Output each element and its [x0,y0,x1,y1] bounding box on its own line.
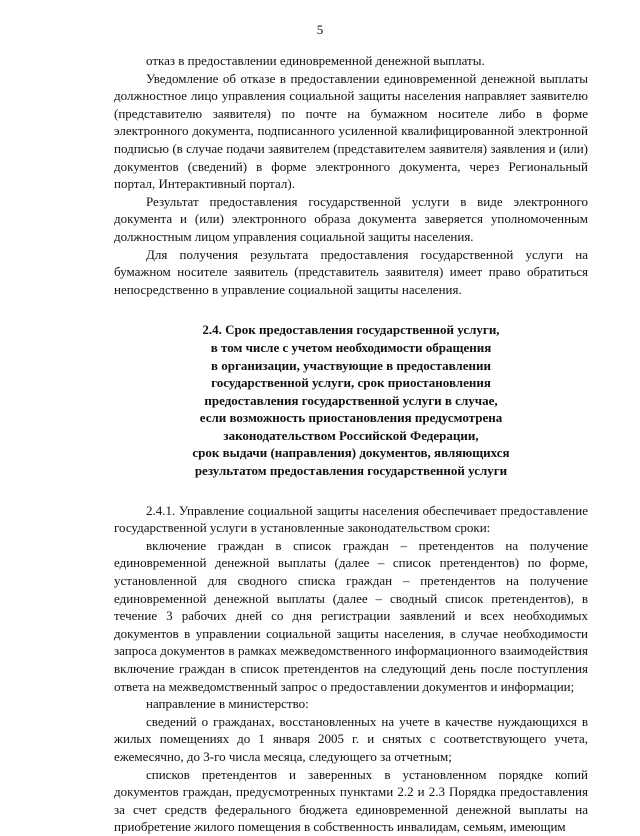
paragraph: включение граждан в список граждан – претендентов на получение единовременной денежной выплаты (далее – список претендентов) по форме, установленной для сводного списка граждан – претендентов на получение единовременной денежной выплаты (далее – сводный список претендентов), в течение 3 рабочих дней со дня регистрации заявлений и всех необходимых документов в управлении социальной защиты населения, в случае необходимости запроса документов в рамках межведомственного информационного взаимодействия включение граждан в список претендентов на следующий день после поступления ответа на межведомственный запрос о предоставлении документов и информации; [114,537,588,694]
section-heading-line: законодательством Российской Федерации, [223,427,479,443]
paragraph: сведений о гражданах, восстановленных на учете в качестве нуждающихся в жилых помещениях до 1 января 2005 г. и снятых с соответствующего учета, ежемесячно, до 3-го числа месяца, следующего за отчетным; [114,713,588,764]
page-number: 5 [316,22,324,37]
section-heading-line: предоставления государственной услуги в случае, [204,392,498,408]
section-heading-line: результатом предоставления государственной услуги [194,463,508,479]
paragraph: списков претендентов и заверенных в установленном порядке копий документов граждан, предусмотренных пунктами 2.2 и 2.3 Порядка предоставления за счет средств федерального бюджета единовременной денежной выплаты на приобретение жилого помещения в собственность инвалидам, семьям, имеющим [114,766,588,835]
section-heading-line: в организации, участвующие в предоставлении [211,357,491,373]
section-heading [114,321,588,479]
paragraph: направление в министерство: [146,696,309,712]
section-heading-line: 2.4. Срок предоставления государственной услуги, [202,322,500,338]
paragraph: Для получения результата предоставления государственной услуги на бумажном носителе заявитель (представитель заявителя) имеет право обратиться непосредственно в управление социальной защиты населения. [114,246,588,297]
paragraphs-before-heading [114,52,588,298]
paragraph: Уведомление об отказе в предоставлении единовременной денежной выплаты должностное лицо управления социальной защиты населения направляет заявителю (представителю заявителя) по почте на бумажном носителе либо в форме электронного документа, подписанного усиленной квалифицированной электронной подписью (в случае подачи заявителем (представителем заявителя) заявления и (или) документов (сведений) в форме электронного документа, через Региональный портал, Интерактивный портал). [114,70,588,192]
section-heading-line: в том числе с учетом необходимости обращения [210,339,492,355]
section-heading-line: государственной услуги, срок приостановления [211,375,491,391]
paragraph: 2.4.1. Управление социальной защиты населения обеспечивает предоставление государственной услуги в установленные законодательством сроки: [114,502,588,536]
paragraphs-after-heading [114,502,588,836]
paragraph: отказ в предоставлении единовременной денежной выплаты. [146,53,485,68]
paragraph: Результат предоставления государственной услуги в виде электронного документа и (или) электронного образа документа заверяется уполномоченным должностным лицом управления социальной защиты населения. [114,193,588,244]
section-heading-line: если возможность приостановления предусмотрена [199,410,503,426]
section-heading-line: срок выдачи (направления) документов, являющихся [192,445,510,461]
document-body [114,52,588,836]
